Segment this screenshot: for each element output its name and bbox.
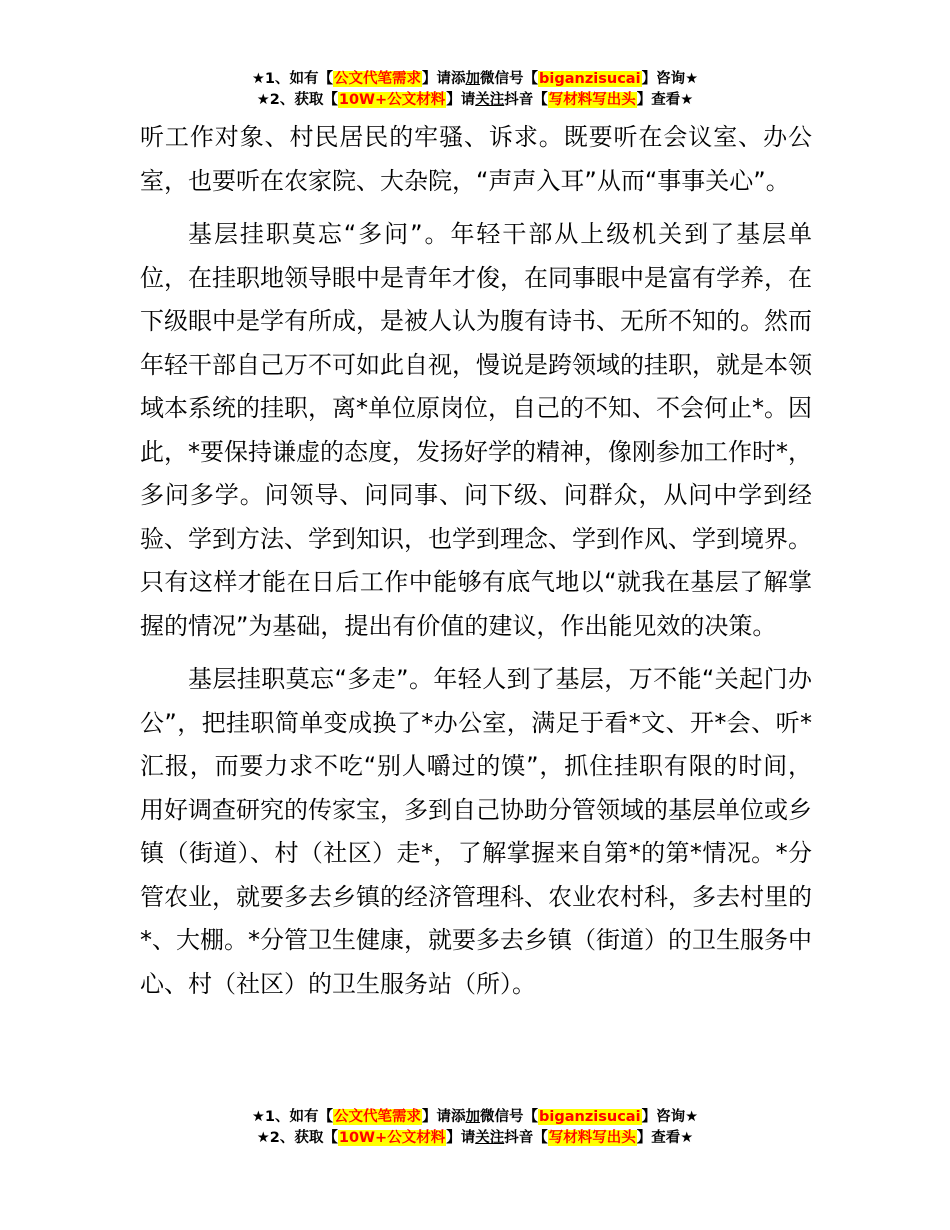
highlight-materials: 10W+公文材料 (338, 92, 446, 108)
highlight-service: 公文代笔需求 (334, 1109, 422, 1125)
header-banner (0, 69, 950, 111)
highlight-wechat-id: biganzisucai (539, 1109, 641, 1125)
highlight-wechat-id: biganzisucai (539, 71, 641, 87)
paragraph-duozou: 基层挂职莫忘“多走”。年轻人到了基层，万不能“关起门办公”，把挂职简单变成换了*办公室，满足于看*文、开*会、听*汇报，而要力求不吃“别人嚼过的馍”，抓住挂职有限的时间，用好调查研究的传家宝，多到自己协助分管领域的基层单位或乡镇（街道）、村（社区）走*，了解掌握来自第*的第*情况。*分管农业，就要多去乡镇的经济管理科、农业农村科，多去村里的*、大棚。*分管卫生健康，就要多去乡镇（街道）的卫生服务中心、村（社区）的卫生服务站（所）。 (140, 665, 812, 998)
footer-banner (0, 1107, 950, 1149)
banner-line-2: ★2、获取【10W+公文材料】请关注抖音【写材料写出头】查看★ (256, 1130, 694, 1146)
banner-line-1: ★1、如有【公文代笔需求】请添加微信号【biganzisucai】咨询★ (251, 71, 699, 87)
paragraph-continuation: 听工作对象、村民居民的牢骚、诉求。既要听在会议室、办公室，也要听在农家院、大杂院，“声声入耳”从而“事事关心”。 (140, 123, 812, 195)
document-body (140, 116, 812, 1006)
banner-line-2: ★2、获取【10W+公文材料】请关注抖音【写材料写出头】查看★ (256, 92, 694, 108)
paragraph-duowen: 基层挂职莫忘“多问”。年轻干部从上级机关到了基层单位，在挂职地领导眼中是青年才俊，在同事眼中是富有学养，在下级眼中是学有所成，是被人认为腹有诗书、无所不知的。然而年轻干部自己万不可如此自视，慢说是跨领域的挂职，就是本领域本系统的挂职，离*单位原岗位，自己的不知、不会何止*。因此，*要保持谦虚的态度，发扬好学的精神，像刚参加工作时*，多问多学。问领导、问同事、问下级、问群众，从问中学到经验、学到方法、学到知识，也学到理念、学到作风、学到境界。只有这样才能在日后工作中能够有底气地以“就我在基层了解掌握的情况”为基础，提出有价值的建议，作出能见效的决策。 (140, 220, 812, 640)
highlight-materials: 10W+公文材料 (338, 1130, 446, 1146)
banner-line-1: ★1、如有【公文代笔需求】请添加微信号【biganzisucai】咨询★ (251, 1109, 699, 1125)
highlight-douyin: 写材料写出头 (548, 1130, 636, 1146)
highlight-service: 公文代笔需求 (334, 71, 422, 87)
highlight-douyin: 写材料写出头 (548, 92, 636, 108)
